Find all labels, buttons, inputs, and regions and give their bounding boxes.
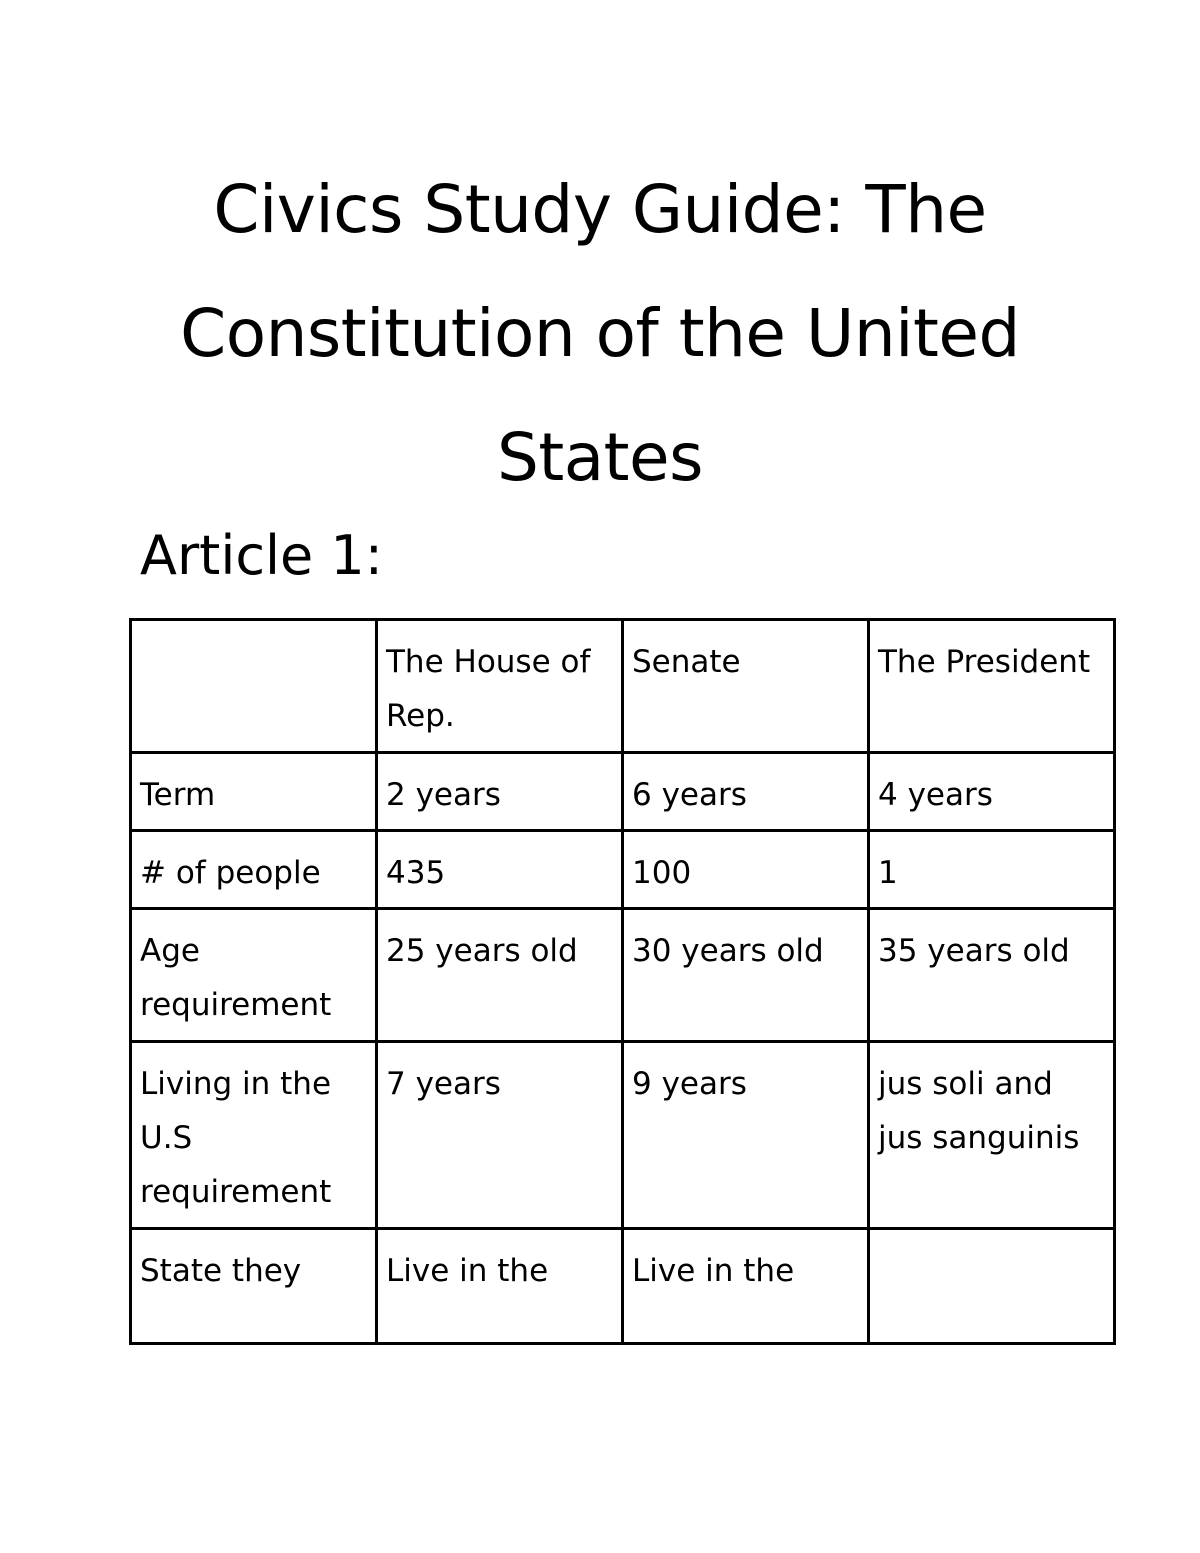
- table-cell: Live in the: [623, 1229, 869, 1344]
- column-header-president: The President: [869, 620, 1115, 753]
- row-label: Living in the U.S requirement: [131, 1042, 377, 1229]
- title-line-3: States: [496, 419, 704, 496]
- table-corner-cell: [131, 620, 377, 753]
- row-label: Age requirement: [131, 909, 377, 1042]
- table-cell: 30 years old: [623, 909, 869, 1042]
- row-label: Term: [131, 753, 377, 831]
- table-cell: Live in the: [377, 1229, 623, 1344]
- table-row: [131, 1042, 1115, 1229]
- table-cell: 100: [623, 831, 869, 909]
- comparison-table: [129, 618, 1116, 1345]
- row-label: # of people: [131, 831, 377, 909]
- column-header-senate: Senate: [623, 620, 869, 753]
- table-cell: 4 years: [869, 753, 1115, 831]
- table-cell: 9 years: [623, 1042, 869, 1229]
- table-cell: jus soli and jus sanguinis: [869, 1042, 1115, 1229]
- table-cell: 2 years: [377, 753, 623, 831]
- table-row: [131, 831, 1115, 909]
- table-cell: 6 years: [623, 753, 869, 831]
- table-cell: 7 years: [377, 1042, 623, 1229]
- section-heading: Article 1:: [140, 524, 383, 587]
- table-row: [131, 1229, 1115, 1344]
- table-cell: 1: [869, 831, 1115, 909]
- column-header-house: The House of Rep.: [377, 620, 623, 753]
- table-row: [131, 909, 1115, 1042]
- table-cell: 35 years old: [869, 909, 1115, 1042]
- table-header-row: [131, 620, 1115, 753]
- table-cell: 25 years old: [377, 909, 623, 1042]
- row-label: State they: [131, 1229, 377, 1344]
- title-line-1: Civics Study Guide: The: [213, 171, 987, 248]
- page-title: [100, 148, 1100, 520]
- title-line-2: Constitution of the United: [180, 295, 1020, 372]
- table-row: [131, 753, 1115, 831]
- table-cell: [869, 1229, 1115, 1344]
- table-cell: 435: [377, 831, 623, 909]
